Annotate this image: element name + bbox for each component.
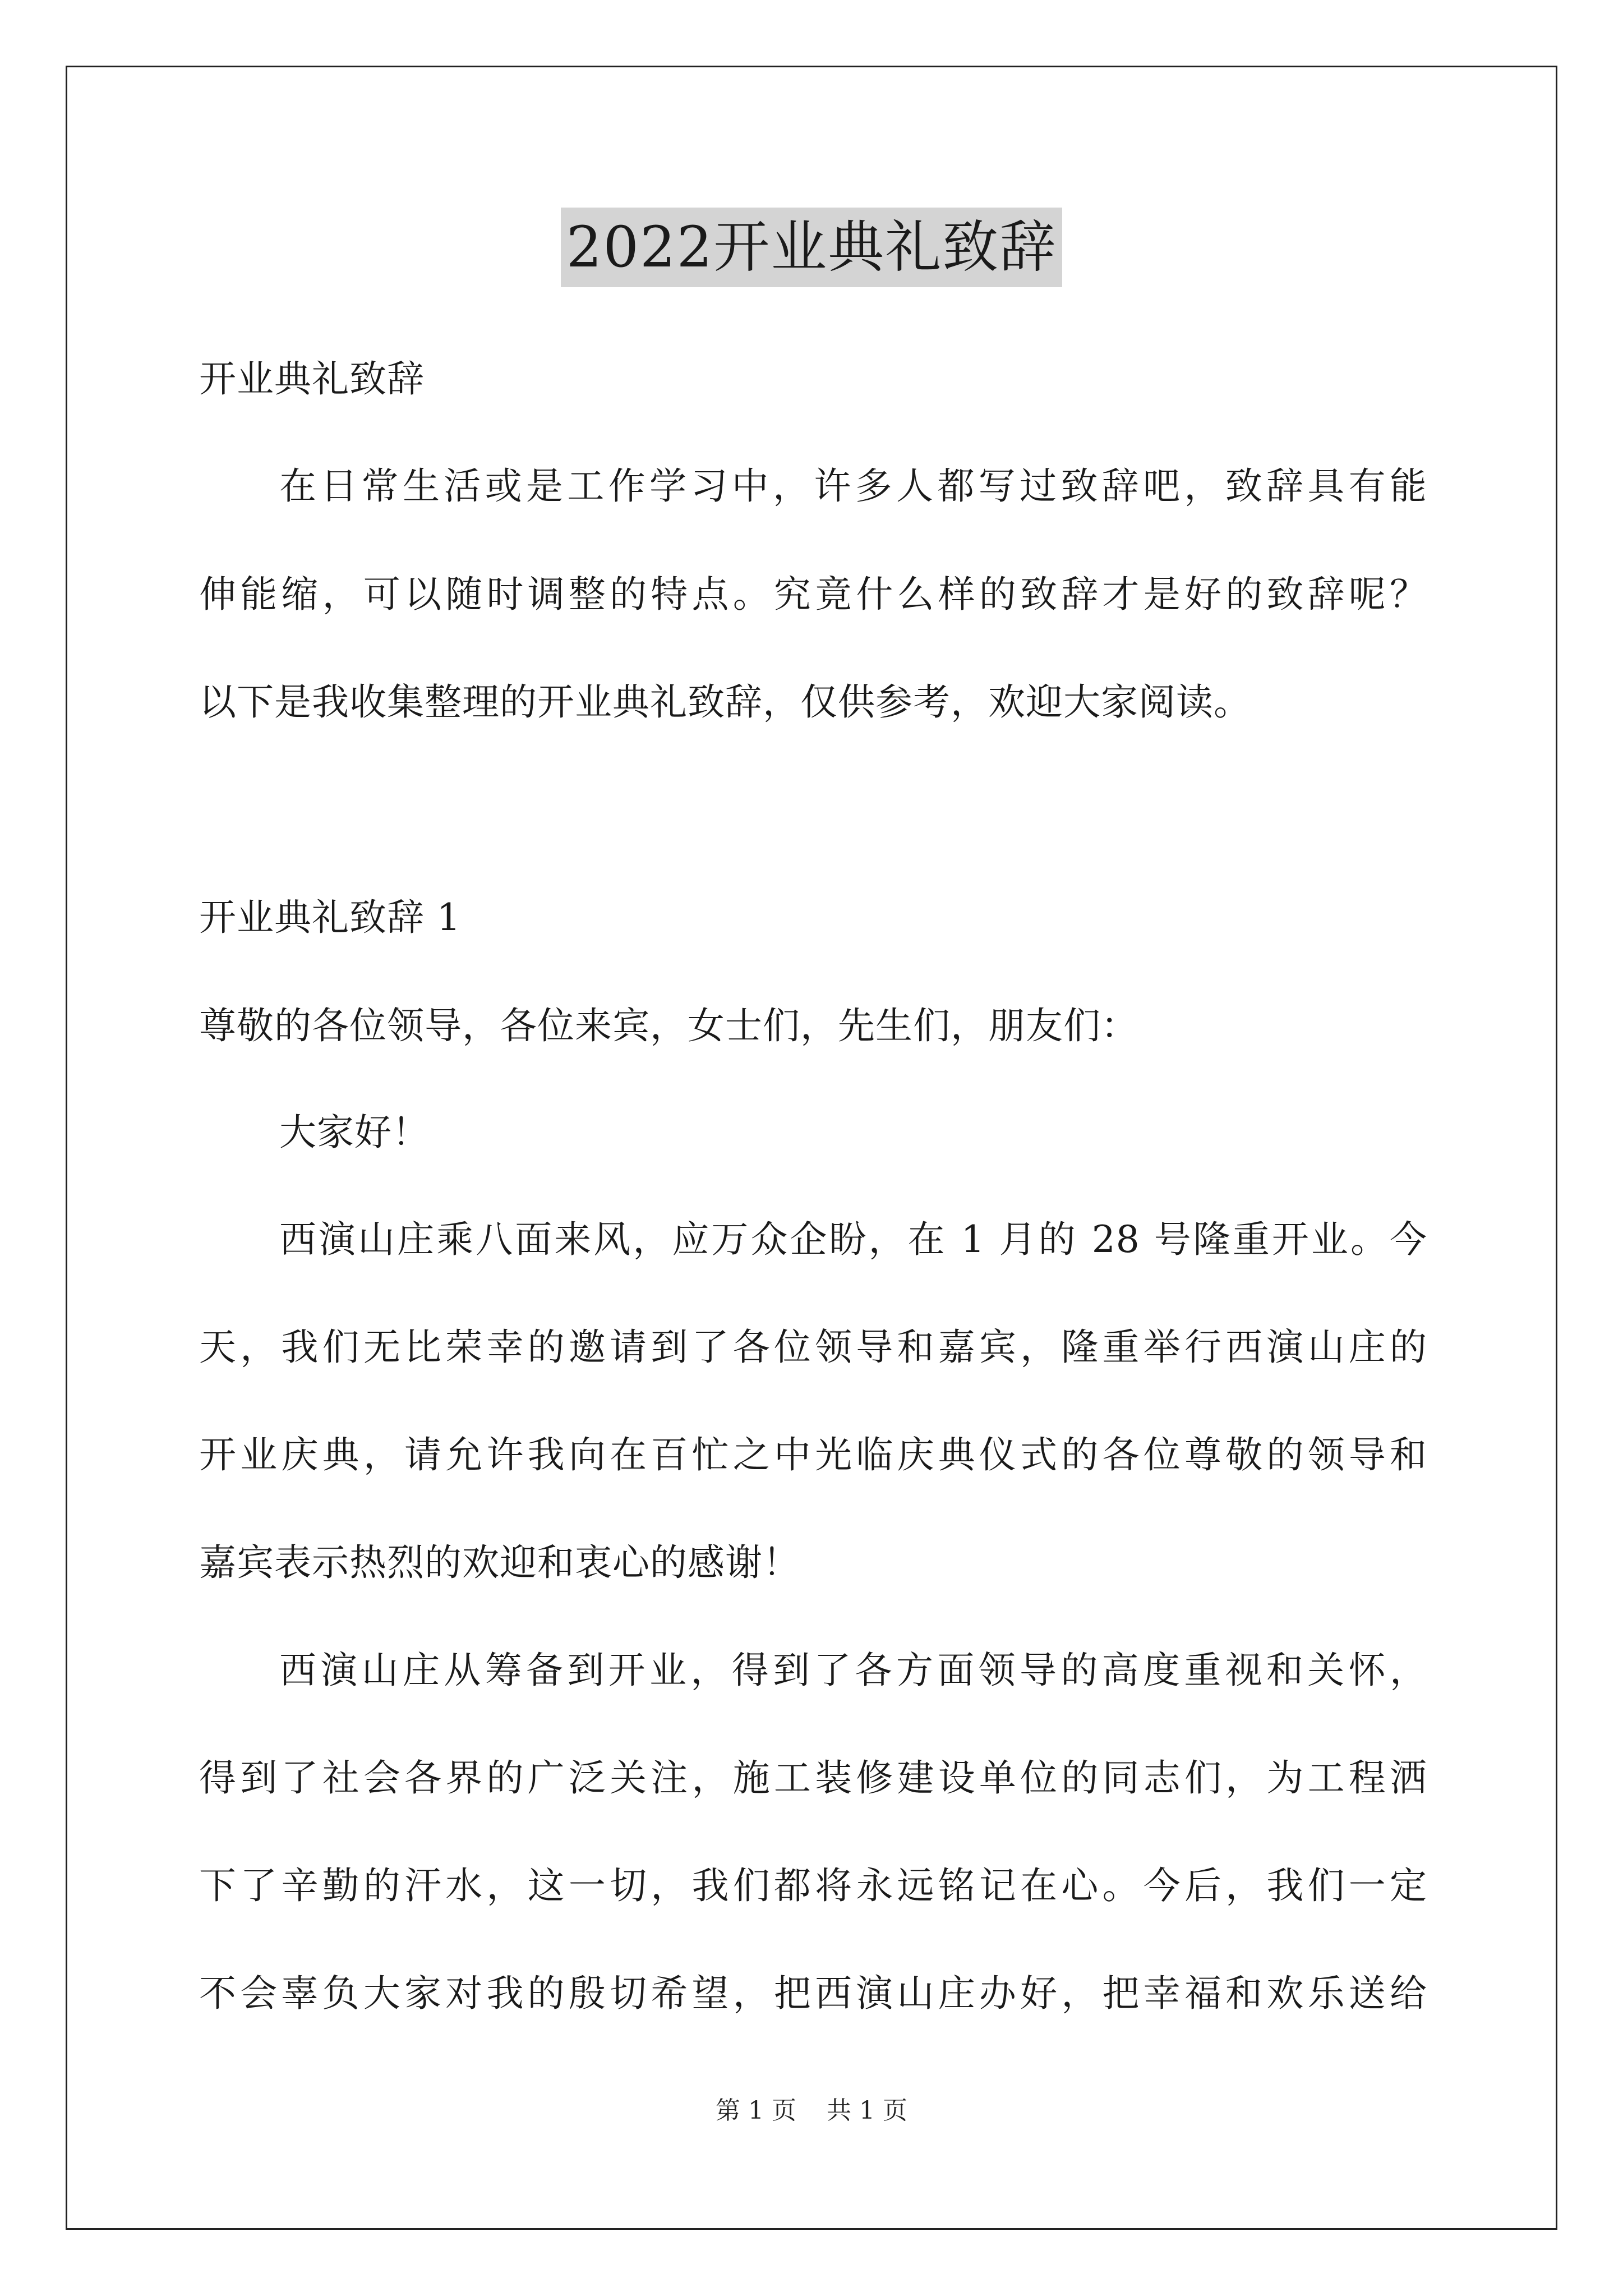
intro-line-3: 以下是我收集整理的开业典礼致辞，仅供参考，欢迎大家阅读。 xyxy=(199,680,1251,724)
paragraph2-line-4: 不会辜负大家对我的殷切希望，把西演山庄办好，把幸福和欢乐送给 xyxy=(199,1972,1427,2015)
document-title: 2022开业典礼致辞 xyxy=(561,208,1063,287)
document-subtitle: 开业典礼致辞 xyxy=(199,357,425,401)
paragraph2-line-3: 下了辛勤的汗水，这一切，我们都将永远铭记在心。今后，我们一定 xyxy=(199,1864,1427,1907)
intro-line-2: 伸能缩，可以随时调整的特点。究竟什么样的致辞才是好的致辞呢？ xyxy=(199,573,1427,616)
paragraph1-line-1: 西演山庄乘八面来风，应万众企盼，在 1 月的 28 号隆重开业。今 xyxy=(279,1218,1427,1261)
title-area xyxy=(0,208,1623,287)
page-total: 共 1 页 xyxy=(827,2096,907,2125)
page-footer xyxy=(0,2095,1623,2127)
page-number: 第 1 页 xyxy=(716,2096,796,2125)
greeting: 大家好！ xyxy=(279,1111,430,1154)
section-heading: 开业典礼致辞 1 xyxy=(199,896,461,939)
salutation: 尊敬的各位领导，各位来宾，女士们，先生们，朋友们： xyxy=(199,1004,1138,1047)
paragraph2-line-2: 得到了社会各界的广泛关注，施工装修建设单位的同志们，为工程洒 xyxy=(199,1756,1427,1800)
intro-line-1: 在日常生活或是工作学习中，许多人都写过致辞吧，致辞具有能 xyxy=(279,464,1427,508)
paragraph2-line-1: 西演山庄从筹备到开业，得到了各方面领导的高度重视和关怀， xyxy=(279,1649,1427,1692)
paragraph1-line-3: 开业庆典，请允许我向在百忙之中光临庆典仪式的各位尊敬的领导和 xyxy=(199,1433,1427,1476)
paragraph1-line-2: 天，我们无比荣幸的邀请到了各位领导和嘉宾，隆重举行西演山庄的 xyxy=(199,1326,1427,1369)
paragraph1-line-4: 嘉宾表示热烈的欢迎和衷心的感谢！ xyxy=(199,1541,800,1584)
